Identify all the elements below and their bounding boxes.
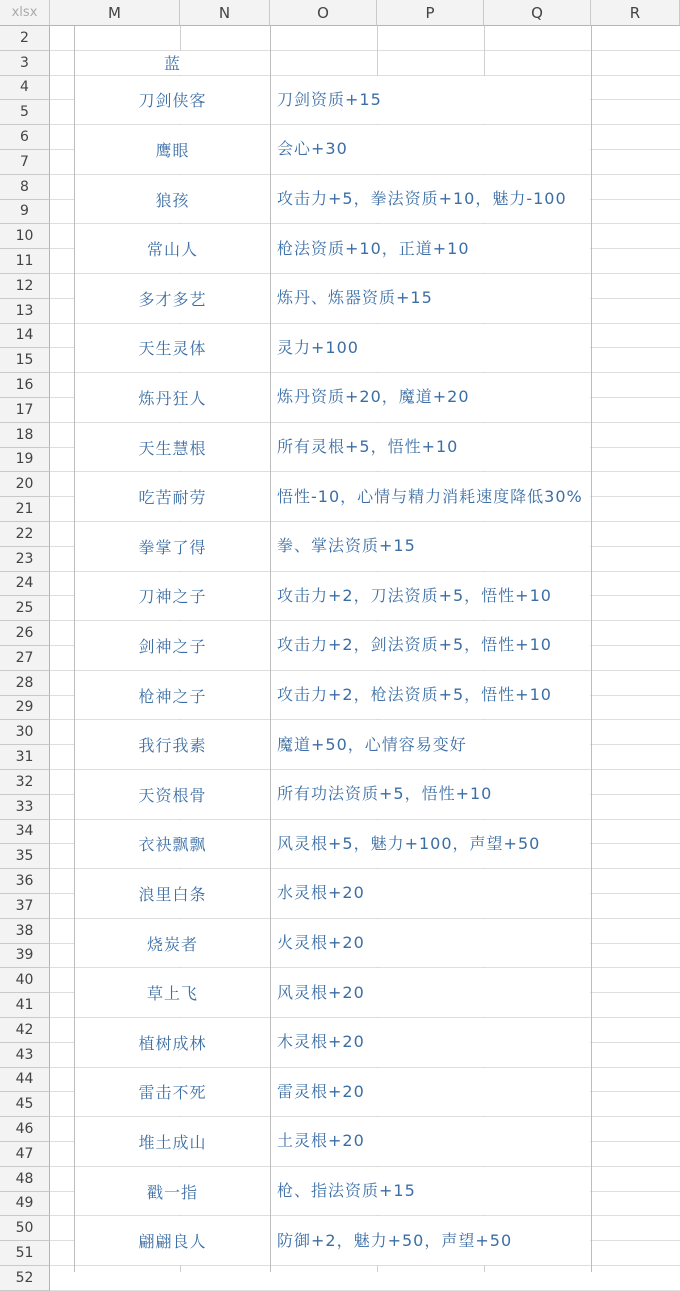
row-header[interactable]: 25 — [0, 596, 50, 621]
column-header-q[interactable]: Q — [484, 0, 591, 26]
row-header[interactable]: 36 — [0, 869, 50, 894]
trait-effect-cell[interactable]: 枪、指法资质+15 — [271, 1167, 590, 1216]
column-header-m[interactable]: M — [50, 0, 180, 26]
trait-name-cell[interactable]: 天生慧根 — [75, 423, 270, 472]
row-header[interactable]: 24 — [0, 572, 50, 597]
row-header[interactable]: 48 — [0, 1167, 50, 1192]
trait-effect-cell[interactable]: 木灵根+20 — [271, 1018, 590, 1067]
row-header[interactable]: 20 — [0, 472, 50, 497]
tier-label-cell[interactable]: 蓝 — [75, 51, 270, 75]
trait-effect-cell[interactable]: 灵力+100 — [271, 324, 590, 373]
trait-name-cell[interactable]: 翩翩良人 — [75, 1216, 270, 1265]
trait-effect-cell[interactable]: 风灵根+5，魅力+100，声望+50 — [271, 820, 590, 869]
row-header[interactable]: 47 — [0, 1142, 50, 1167]
select-all-corner[interactable]: xlsx — [0, 0, 50, 26]
row-header[interactable]: 50 — [0, 1216, 50, 1241]
row-header[interactable]: 18 — [0, 423, 50, 448]
trait-name-cell[interactable]: 剑神之子 — [75, 621, 270, 670]
row-header[interactable]: 12 — [0, 274, 50, 299]
row-header[interactable]: 39 — [0, 944, 50, 969]
row-header[interactable]: 40 — [0, 968, 50, 993]
trait-effect-cell[interactable]: 所有功法资质+5，悟性+10 — [271, 770, 590, 819]
row-header[interactable]: 10 — [0, 224, 50, 249]
row-header[interactable]: 11 — [0, 249, 50, 274]
row-header[interactable]: 14 — [0, 324, 50, 349]
row-header[interactable]: 13 — [0, 299, 50, 324]
row-header[interactable]: 16 — [0, 373, 50, 398]
column-header-o[interactable]: O — [270, 0, 377, 26]
trait-name-cell[interactable]: 草上飞 — [75, 968, 270, 1017]
trait-effect-cell[interactable]: 会心+30 — [271, 125, 590, 174]
column-header-r[interactable]: R — [591, 0, 680, 26]
trait-name-cell[interactable]: 天资根骨 — [75, 770, 270, 819]
trait-name-cell[interactable]: 枪神之子 — [75, 671, 270, 720]
trait-effect-cell[interactable]: 土灵根+20 — [271, 1117, 590, 1166]
row-header[interactable]: 33 — [0, 795, 50, 820]
row-header[interactable]: 8 — [0, 175, 50, 200]
row-header[interactable]: 52 — [0, 1266, 50, 1291]
row-header[interactable]: 41 — [0, 993, 50, 1018]
row-header[interactable]: 21 — [0, 497, 50, 522]
trait-effect-cell[interactable]: 刀剑资质+15 — [271, 76, 590, 125]
trait-effect-cell[interactable]: 拳、掌法资质+15 — [271, 522, 590, 571]
trait-effect-cell[interactable]: 枪法资质+10，正道+10 — [271, 224, 590, 273]
trait-effect-cell[interactable]: 魔道+50，心情容易变好 — [271, 720, 590, 769]
trait-name-cell[interactable]: 多才多艺 — [75, 274, 270, 323]
row-header[interactable]: 43 — [0, 1043, 50, 1068]
row-header[interactable]: 5 — [0, 100, 50, 125]
row-header[interactable]: 6 — [0, 125, 50, 150]
row-header[interactable]: 19 — [0, 448, 50, 473]
row-header[interactable]: 9 — [0, 200, 50, 225]
row-header[interactable]: 2 — [0, 26, 50, 51]
row-header[interactable]: 22 — [0, 522, 50, 547]
trait-name-cell[interactable]: 天生灵体 — [75, 324, 270, 373]
row-header[interactable]: 23 — [0, 547, 50, 572]
trait-name-cell[interactable]: 常山人 — [75, 224, 270, 273]
row-header[interactable]: 37 — [0, 894, 50, 919]
trait-effect-cell[interactable]: 炼丹资质+20，魔道+20 — [271, 373, 590, 422]
row-header[interactable]: 15 — [0, 348, 50, 373]
row-header[interactable]: 29 — [0, 696, 50, 721]
trait-effect-cell[interactable]: 火灵根+20 — [271, 919, 590, 968]
trait-effect-cell[interactable]: 防御+2，魅力+50，声望+50 — [271, 1216, 590, 1265]
trait-name-cell[interactable]: 浪里白条 — [75, 869, 270, 918]
row-header[interactable]: 34 — [0, 820, 50, 845]
trait-name-cell[interactable]: 烧炭者 — [75, 919, 270, 968]
trait-effect-cell[interactable]: 水灵根+20 — [271, 869, 590, 918]
row-header[interactable]: 27 — [0, 646, 50, 671]
column-header-n[interactable]: N — [180, 0, 270, 26]
row-header[interactable]: 49 — [0, 1192, 50, 1217]
gridline-v — [591, 26, 592, 1272]
row-header[interactable]: 4 — [0, 76, 50, 101]
trait-effect-cell[interactable]: 悟性-10，心情与精力消耗速度降低30% — [271, 472, 590, 521]
trait-name-cell[interactable]: 我行我素 — [75, 720, 270, 769]
gridline-h — [50, 1265, 680, 1266]
trait-name-cell[interactable]: 衣袂飘飘 — [75, 820, 270, 869]
trait-name-cell[interactable]: 狼孩 — [75, 175, 270, 224]
trait-name-cell[interactable]: 戳一指 — [75, 1167, 270, 1216]
row-header[interactable]: 44 — [0, 1068, 50, 1093]
row-header[interactable]: 28 — [0, 671, 50, 696]
trait-effect-cell[interactable]: 攻击力+2，刀法资质+5，悟性+10 — [271, 572, 590, 621]
row-header[interactable]: 38 — [0, 919, 50, 944]
trait-name-cell[interactable]: 雷击不死 — [75, 1068, 270, 1117]
trait-effect-cell[interactable]: 攻击力+2，枪法资质+5，悟性+10 — [271, 671, 590, 720]
row-header[interactable]: 17 — [0, 398, 50, 423]
row-header[interactable]: 35 — [0, 844, 50, 869]
column-header-p[interactable]: P — [377, 0, 484, 26]
row-header[interactable]: 45 — [0, 1092, 50, 1117]
trait-effect-cell[interactable]: 攻击力+2，剑法资质+5，悟性+10 — [271, 621, 590, 670]
trait-effect-cell[interactable]: 炼丹、炼器资质+15 — [271, 274, 590, 323]
row-header[interactable]: 3 — [0, 51, 50, 76]
row-header[interactable]: 30 — [0, 720, 50, 745]
row-header[interactable]: 32 — [0, 770, 50, 795]
row-header[interactable]: 51 — [0, 1241, 50, 1266]
trait-name-cell[interactable]: 吃苦耐劳 — [75, 472, 270, 521]
trait-effect-cell[interactable]: 雷灵根+20 — [271, 1068, 590, 1117]
row-header[interactable]: 7 — [0, 150, 50, 175]
trait-name-cell[interactable]: 刀剑侠客 — [75, 76, 270, 125]
row-header[interactable]: 31 — [0, 745, 50, 770]
trait-name-cell[interactable]: 拳掌了得 — [75, 522, 270, 571]
trait-name-cell[interactable]: 炼丹狂人 — [75, 373, 270, 422]
trait-name-cell[interactable]: 鹰眼 — [75, 125, 270, 174]
row-header[interactable]: 26 — [0, 621, 50, 646]
trait-effect-cell[interactable]: 所有灵根+5，悟性+10 — [271, 423, 590, 472]
row-header[interactable]: 46 — [0, 1117, 50, 1142]
trait-name-cell[interactable]: 植树成林 — [75, 1018, 270, 1067]
trait-name-cell[interactable]: 堆土成山 — [75, 1117, 270, 1166]
trait-effect-cell[interactable]: 攻击力+5，拳法资质+10，魅力-100 — [271, 175, 590, 224]
trait-effect-cell[interactable]: 风灵根+20 — [271, 968, 590, 1017]
trait-name-cell[interactable]: 刀神之子 — [75, 572, 270, 621]
row-header[interactable]: 42 — [0, 1018, 50, 1043]
